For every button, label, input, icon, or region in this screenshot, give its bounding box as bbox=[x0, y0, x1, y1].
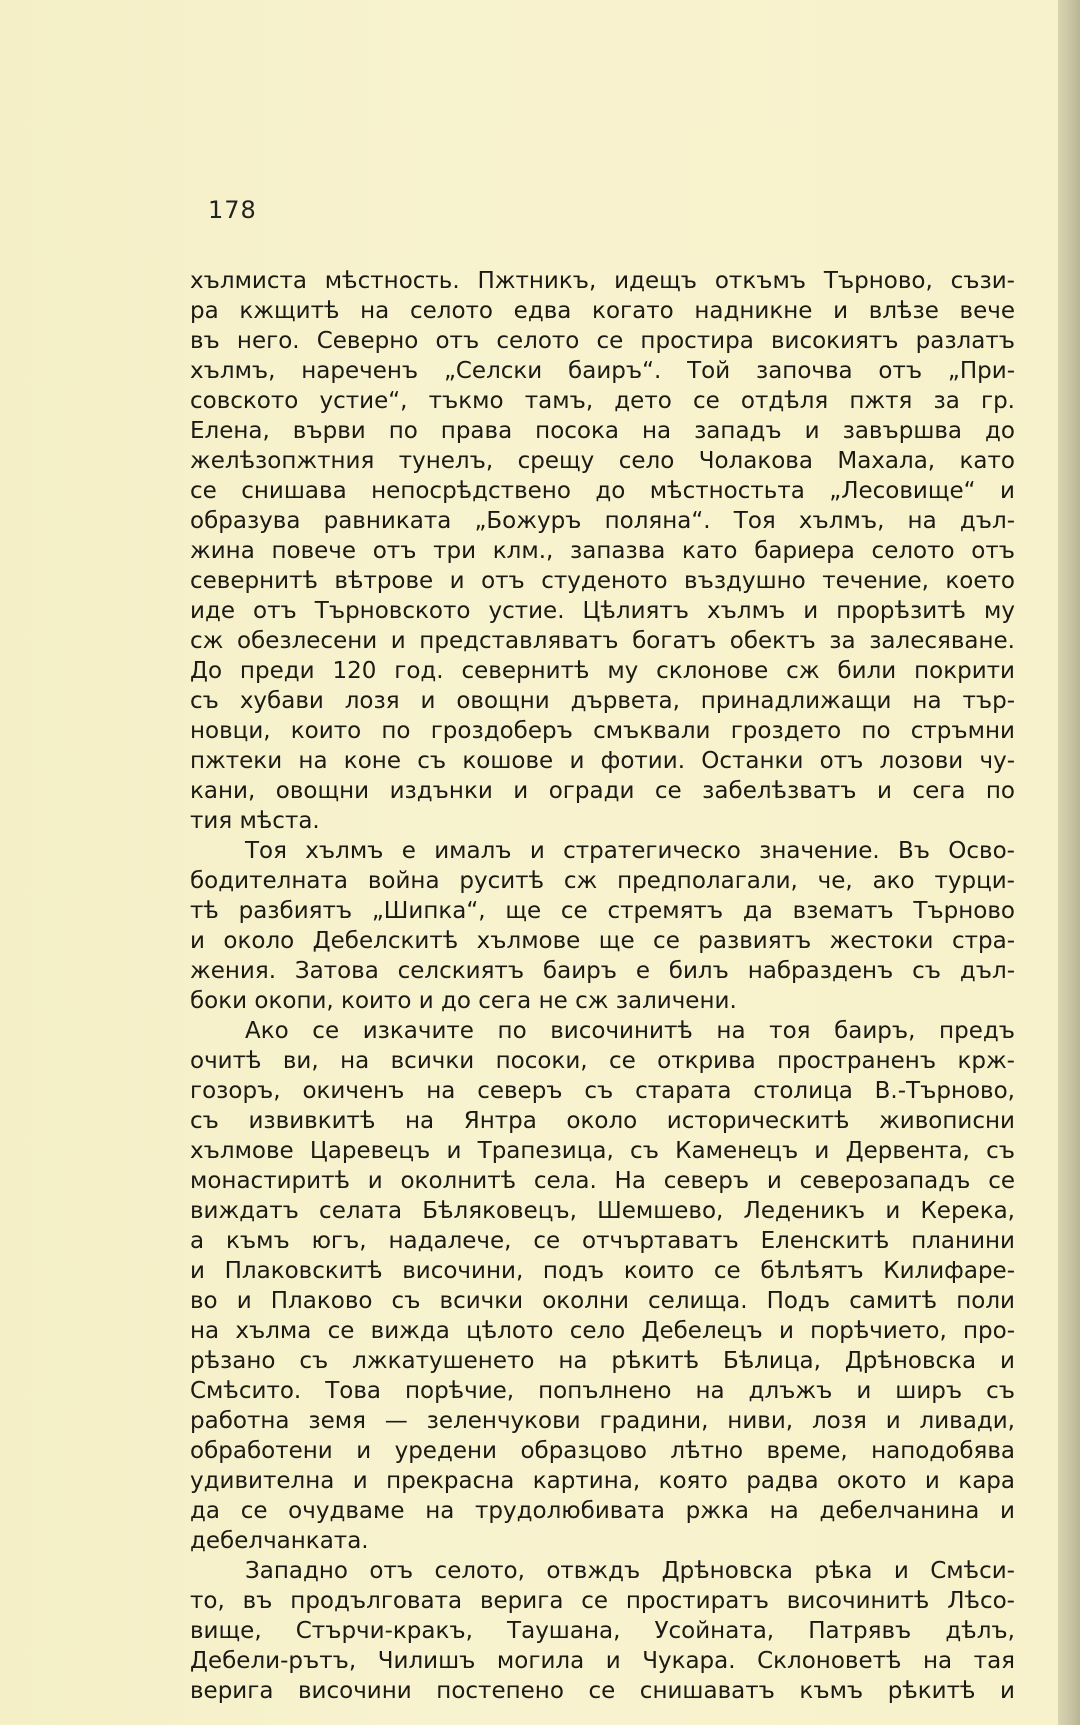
text-line: Ако се изкачите по височинитѣ на тоя баиръ, предъ bbox=[245, 1018, 1015, 1044]
text-line: въ него. Северно отъ селото се простира високиятъ разлатъ bbox=[190, 328, 1015, 354]
text-line: во и Плаково съ всички околни селища. Подъ самитѣ поли bbox=[190, 1288, 1015, 1314]
text-line: сж обезлесени и представляватъ богатъ обектъ за залесяване. bbox=[190, 628, 1015, 654]
text-line: съ хубави лозя и овощни дървета, принадлижащи на тър- bbox=[190, 688, 1015, 714]
text-line: жения. Затова селскиятъ баиръ е билъ набразденъ съ дъл- bbox=[190, 958, 1015, 984]
text-line: вище, Стърчи-кракъ, Таушана, Усойната, Патрявъ дѣлъ, bbox=[190, 1618, 1015, 1644]
text-line: севернитѣ вѣтрове и отъ студеното въздушно течение, което bbox=[190, 568, 1015, 594]
text-line: на хълма се вижда цѣлото село Дебелецъ и порѣчието, про- bbox=[190, 1318, 1015, 1344]
text-line: да се очудваме на трудолюбивата ржка на дебелчанина и bbox=[190, 1498, 1015, 1524]
text-line: Западно отъ селото, отвждъ Дрѣновска рѣка и Смѣси- bbox=[245, 1558, 1015, 1584]
page-number: 178 bbox=[208, 196, 257, 224]
text-line: хълмъ, нареченъ „Селски баиръ“. Той започва отъ „При- bbox=[190, 358, 1015, 384]
text-line: рѣзано съ лжкатушенето на рѣкитѣ Бѣлица, Дрѣновска и bbox=[190, 1348, 1015, 1374]
text-line: а къмъ югъ, надалече, се отчъртаватъ Еленскитѣ планини bbox=[190, 1228, 1015, 1254]
text-line: бодителната война руситѣ сж предполагали, че, ако турци- bbox=[190, 868, 1015, 894]
text-line: Дебели-рътъ, Чилишъ могила и Чукара. Склоноветѣ на тая bbox=[190, 1648, 1015, 1674]
text-line: работна земя — зеленчукови градини, ниви, лозя и ливади, bbox=[190, 1408, 1015, 1434]
text-line: совското устие“, тъкмо тамъ, дето се отдѣля пжтя за гр. bbox=[190, 388, 1015, 414]
text-line: До преди 120 год. севернитѣ му склонове сж били покрити bbox=[190, 658, 1015, 684]
text-line: и около Дебелскитѣ хълмове ще се развиятъ жестоки стра- bbox=[190, 928, 1015, 954]
text-line: то, въ продълговата верига се простиратъ височинитѣ Лѣсо- bbox=[190, 1588, 1015, 1614]
text-line: гозоръ, окиченъ на северъ съ старата столица В.-Търново, bbox=[190, 1078, 1015, 1104]
text-line: жина повече отъ три клм., запазва като бариера селото отъ bbox=[190, 538, 1015, 564]
text-line: новци, които по гроздоберъ смъквали гроздето по стръмни bbox=[190, 718, 1015, 744]
text-line: ра кжщитѣ на селото едва когато надникне и влѣзе вече bbox=[190, 298, 1015, 324]
text-line: монастиритѣ и околнитѣ села. На северъ и северозападъ се bbox=[190, 1168, 1015, 1194]
text-line: удивителна и прекрасна картина, която радва окото и кара bbox=[190, 1468, 1015, 1494]
text-line: хълмиста мѣстность. Пжтникъ, идещъ откъмъ Търново, съзи- bbox=[190, 268, 1015, 294]
text-line: дебелчанката. bbox=[190, 1528, 369, 1554]
text-line: верига височини постепено се снишаватъ къмъ рѣкитѣ и bbox=[190, 1678, 1015, 1704]
text-line: и Плаковскитѣ височини, подъ които се бѣлѣятъ Килифаре- bbox=[190, 1258, 1015, 1284]
text-line: желѣзопжтния тунелъ, срещу село Чолакова Махала, като bbox=[190, 448, 1015, 474]
text-line: тѣ разбиятъ „Шипка“, ще се стремятъ да взематъ Търново bbox=[190, 898, 1015, 924]
text-line: очитѣ ви, на всички посоки, се открива пространенъ крж- bbox=[190, 1048, 1015, 1074]
text-line: тия мѣста. bbox=[190, 808, 320, 834]
text-line: образува равниката „Божуръ поляна“. Тоя хълмъ, на дъл- bbox=[190, 508, 1015, 534]
text-line: обработени и уредени образцово лѣтно време, наподобява bbox=[190, 1438, 1015, 1464]
text-line: иде отъ Търновското устие. Цѣлиятъ хълмъ и прорѣзитѣ му bbox=[190, 598, 1015, 624]
text-line: хълмове Царевецъ и Трапезица, съ Каменецъ и Дервента, съ bbox=[190, 1138, 1015, 1164]
text-line: боки окопи, които и до сега не сж заличени. bbox=[190, 988, 737, 1014]
body-text bbox=[190, 266, 1015, 1706]
text-line: Елена, върви по права посока на западъ и завършва до bbox=[190, 418, 1015, 444]
text-line: виждатъ селата Бѣляковецъ, Шемшево, Леденикъ и Керека, bbox=[190, 1198, 1015, 1224]
text-line: кани, овощни издънки и огради се забелѣзватъ и сега по bbox=[190, 778, 1015, 804]
text-line: се снишава непосрѣдствено до мѣстностьта „Лесовище“ и bbox=[190, 478, 1015, 504]
text-line: пжтеки на коне съ кошове и фотии. Останки отъ лозови чу- bbox=[190, 748, 1015, 774]
text-line: Смѣсито. Това порѣчие, попълнено на длъжъ и ширъ съ bbox=[190, 1378, 1015, 1404]
text-line: съ извивкитѣ на Янтра около историческитѣ живописни bbox=[190, 1108, 1015, 1134]
page-edge bbox=[1058, 0, 1080, 1725]
text-line: Тоя хълмъ е ималъ и стратегическо значение. Въ Осво- bbox=[245, 838, 1015, 864]
